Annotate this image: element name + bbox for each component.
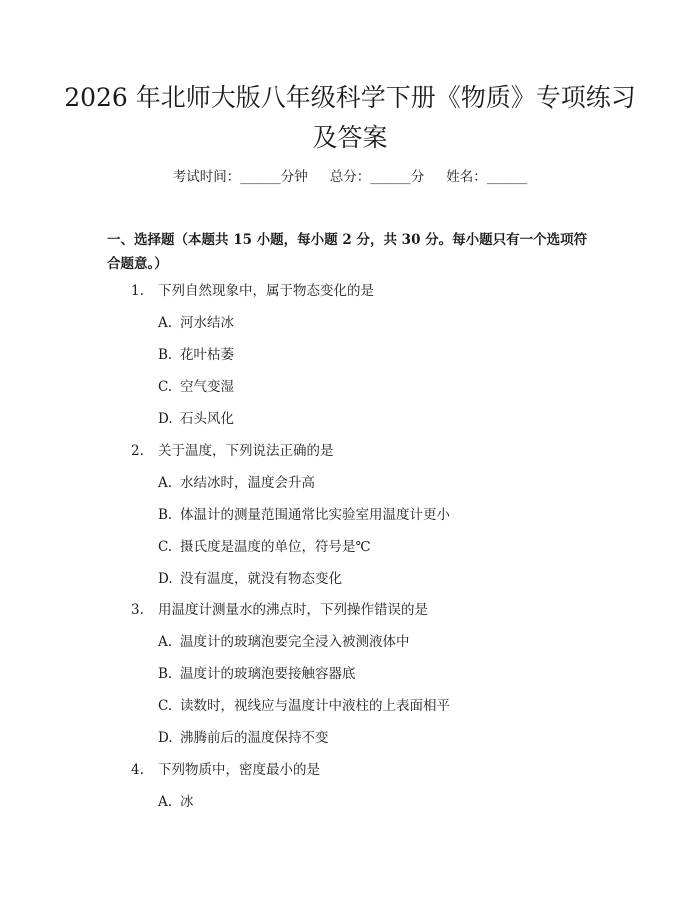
question-2-stem	[131, 441, 334, 461]
question-number: 2.	[131, 443, 144, 459]
option-text: 温度计的玻璃泡要完全浸入被测液体中	[180, 634, 410, 650]
option-text: 空气变湿	[180, 379, 234, 395]
question-3-stem	[131, 600, 428, 620]
exam-time-label: 考试时间：______分钟	[172, 169, 308, 185]
question-number: 3.	[131, 602, 144, 618]
question-1-stem	[131, 281, 374, 301]
option-letter: A.	[158, 315, 173, 331]
option-letter: A.	[158, 475, 173, 491]
option-text: 读数时，视线应与温度计中液柱的上表面相平	[180, 698, 450, 714]
option-letter: D.	[158, 411, 173, 427]
option-letter: D.	[158, 571, 173, 587]
question-text: 关于温度，下列说法正确的是	[158, 443, 334, 459]
option-letter: B.	[158, 347, 173, 363]
question-4-stem	[131, 760, 320, 780]
option-text: 没有温度，就没有物态变化	[180, 571, 342, 587]
option-text: 花叶枯萎	[180, 347, 234, 363]
option-letter: C.	[158, 698, 173, 714]
option-text: 冰	[180, 794, 194, 810]
option-text: 摄氏度是温度的单位，符号是℃	[180, 539, 371, 555]
question-text: 用温度计测量水的沸点时，下列操作错误的是	[158, 602, 428, 618]
question-1-option-a	[158, 313, 234, 333]
option-text: 石头风化	[180, 411, 234, 427]
question-number: 1.	[131, 283, 144, 299]
option-letter: C.	[158, 539, 173, 555]
option-text: 温度计的玻璃泡要接触容器底	[180, 666, 356, 682]
option-letter: D.	[158, 730, 173, 746]
question-2-option-c	[158, 537, 371, 557]
option-text: 体温计的测量范围通常比实验室用温度计更小	[180, 507, 450, 523]
question-3-option-d	[158, 728, 329, 748]
option-text: 水结冰时，温度会升高	[180, 475, 315, 491]
question-3-option-a	[158, 632, 410, 652]
question-1-option-b	[158, 345, 234, 365]
question-text: 下列物质中，密度最小的是	[158, 762, 320, 778]
option-letter: A.	[158, 794, 173, 810]
option-text: 沸腾前后的温度保持不变	[180, 730, 329, 746]
question-2-option-d	[158, 569, 342, 589]
option-letter: B.	[158, 666, 173, 682]
student-name-label: 姓名：______	[446, 169, 528, 185]
question-2-option-b	[158, 505, 450, 525]
question-4-option-a	[158, 792, 194, 812]
question-text: 下列自然现象中，属于物态变化的是	[158, 283, 374, 299]
document-title: 2026 年北师大版八年级科学下册《物质》专项练习及答案	[64, 83, 636, 152]
question-2-option-a	[158, 473, 315, 493]
total-score-label: 总分：______分	[329, 169, 425, 185]
option-letter: B.	[158, 507, 173, 523]
question-3-option-b	[158, 664, 356, 684]
option-letter: A.	[158, 634, 173, 650]
question-3-option-c	[158, 696, 450, 716]
question-1-option-c	[158, 377, 234, 397]
option-text: 河水结冰	[180, 315, 234, 331]
option-letter: C.	[158, 379, 173, 395]
question-1-option-d	[158, 409, 234, 429]
question-number: 4.	[131, 762, 144, 778]
section-heading: 一、选择题（本题共 15 小题，每小题 2 分，共 30 分。每小题只有一个选项符合题意。）	[107, 232, 588, 272]
